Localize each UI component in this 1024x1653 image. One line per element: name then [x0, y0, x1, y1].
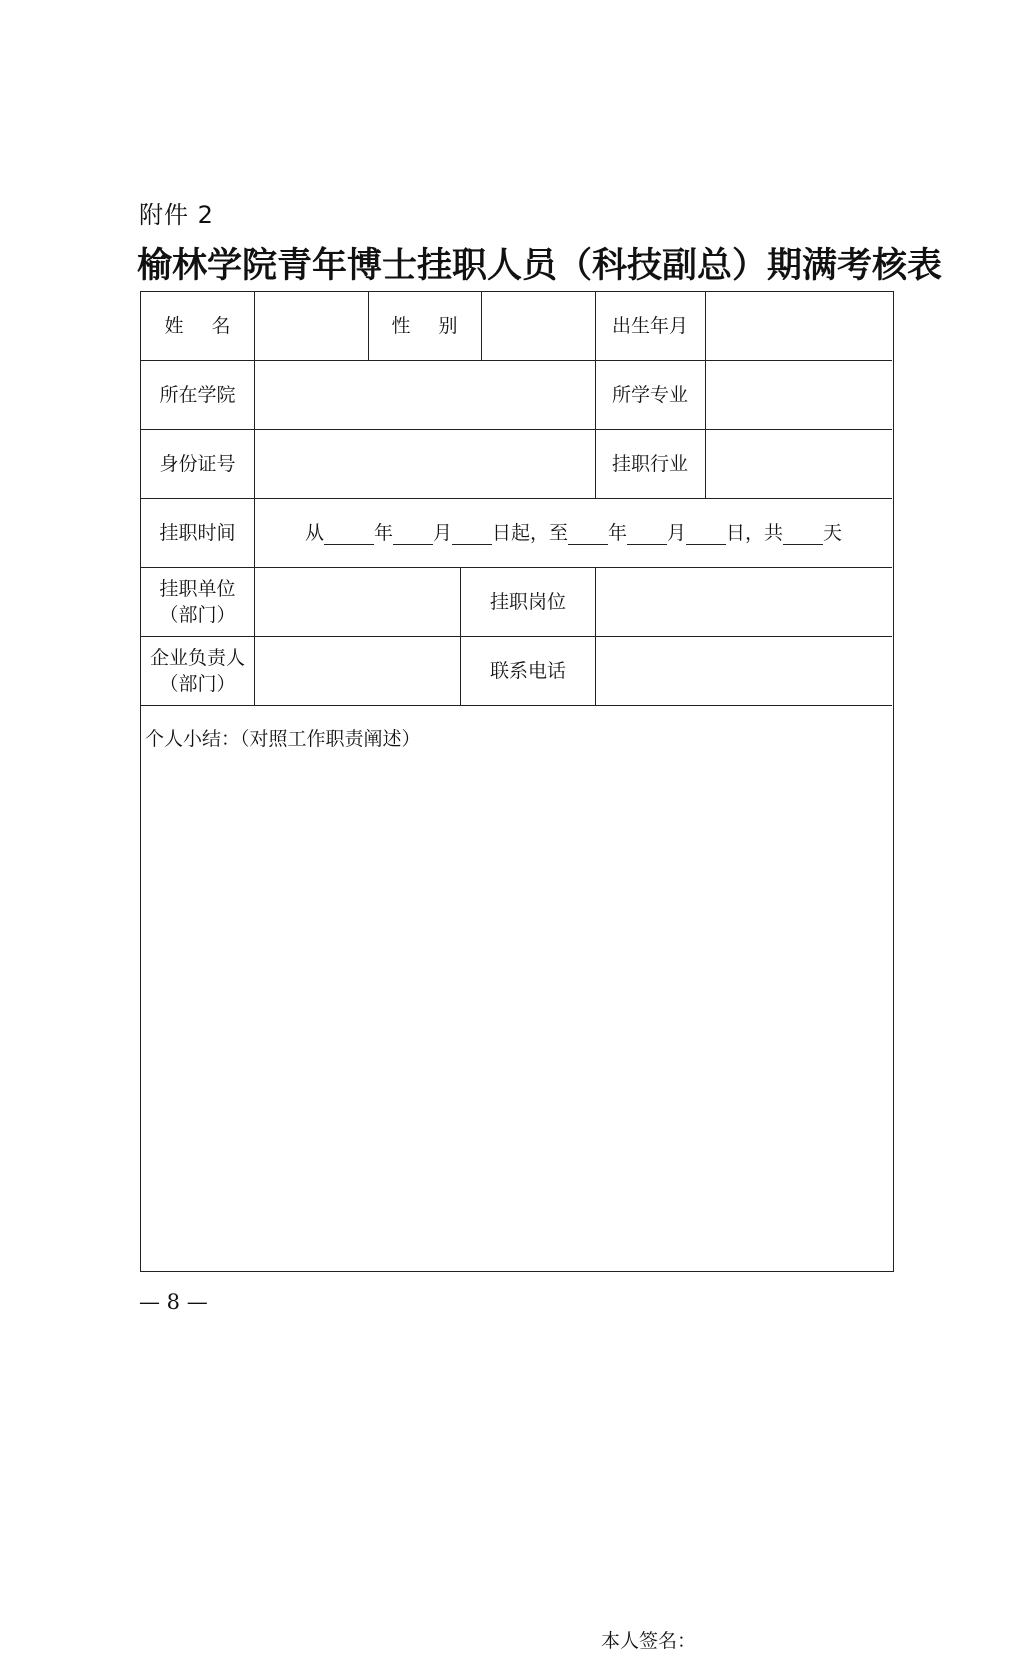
assessment-form — [140, 291, 894, 1652]
industry-label: 挂职行业 — [611, 453, 688, 475]
signature-label: 本人签名： — [601, 1630, 697, 1652]
phone-label: 联系电话 — [489, 660, 566, 682]
id-label: 身份证号 — [159, 453, 236, 475]
end-year-blank[interactable] — [568, 522, 608, 545]
major-field[interactable] — [706, 361, 892, 429]
post-label: 挂职岗位 — [489, 591, 566, 613]
end-day-blank[interactable] — [686, 522, 726, 545]
page-title: 榆林学院青年博士挂职人员（科技副总）期满考核表 — [137, 246, 943, 286]
page-number: — 8 — — [139, 1290, 208, 1314]
name-label: 姓 名 — [164, 315, 231, 337]
summary-area[interactable] — [141, 706, 892, 1652]
phone-field[interactable] — [596, 637, 892, 705]
gender-field[interactable] — [482, 292, 595, 360]
leader-label: 企业负责人 （部门） — [149, 647, 245, 695]
id-field[interactable] — [255, 430, 595, 498]
industry-field[interactable] — [706, 430, 892, 498]
period-label: 挂职时间 — [159, 522, 236, 544]
summary-label: 个人小结：（对照工作职责阐述） — [145, 728, 421, 750]
leader-field[interactable] — [255, 637, 460, 705]
start-year-blank[interactable] — [324, 522, 374, 545]
birth-field[interactable] — [706, 292, 892, 360]
start-day-blank[interactable] — [452, 522, 492, 545]
end-month-blank[interactable] — [627, 522, 667, 545]
attachment-label: 附件 2 — [139, 201, 214, 229]
total-days-blank[interactable] — [783, 522, 823, 545]
birth-label: 出生年月 — [611, 315, 688, 337]
college-label: 所在学院 — [159, 384, 236, 406]
college-field[interactable] — [255, 361, 595, 429]
unit-field[interactable] — [255, 568, 460, 636]
gender-label: 性 别 — [391, 315, 458, 337]
name-field[interactable] — [255, 292, 368, 360]
major-label: 所学专业 — [611, 384, 688, 406]
period-field[interactable]: 从 年 月 日起，至 年 月 日，共 天 — [304, 522, 843, 544]
start-month-blank[interactable] — [393, 522, 433, 545]
post-field[interactable] — [596, 568, 892, 636]
unit-label: 挂职单位 （部门） — [159, 578, 236, 626]
